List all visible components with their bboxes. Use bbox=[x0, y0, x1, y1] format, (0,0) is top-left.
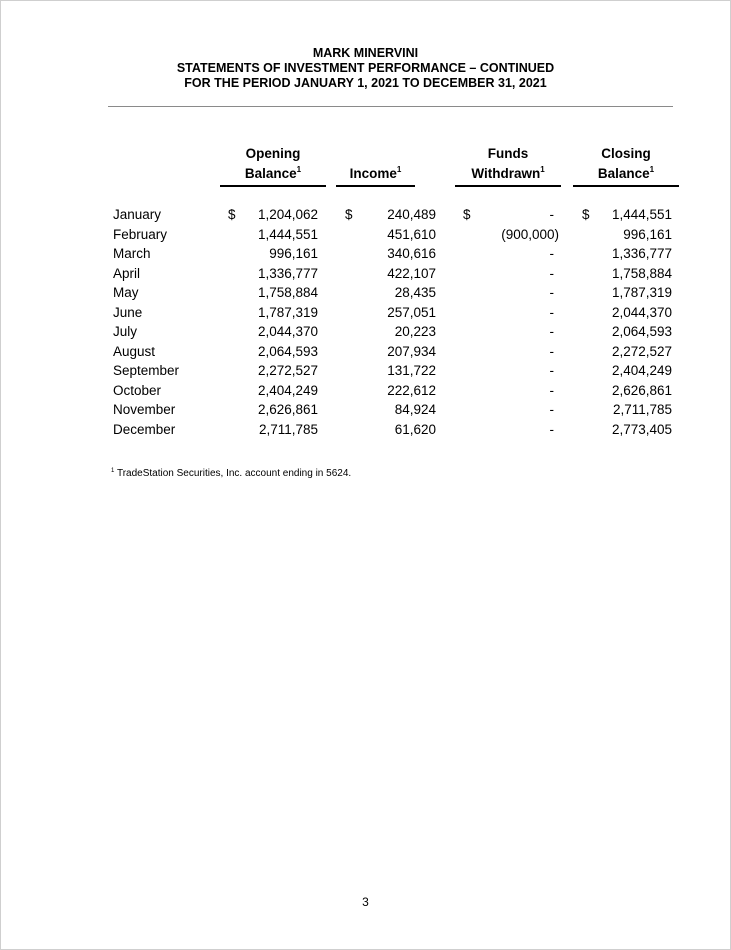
income-cell: 222,612 bbox=[387, 382, 436, 398]
currency-symbol: $ bbox=[463, 207, 471, 222]
header-period: FOR THE PERIOD JANUARY 1, 2021 TO DECEMBER 31, 2021 bbox=[184, 76, 547, 90]
col-opening-line2: Balance$^1$ bbox=[220, 164, 326, 187]
opening-balance-cell: 2,404,249 bbox=[257, 382, 318, 398]
month-cell: January bbox=[113, 207, 162, 222]
funds-withdrawn-cell: - bbox=[549, 402, 554, 417]
month-cell: March bbox=[113, 246, 151, 261]
closing-balance-cell: 1,336,777 bbox=[611, 246, 672, 261]
month-cell: July bbox=[113, 324, 138, 339]
table-row bbox=[0, 283, 731, 303]
col-income-line2: Income$^1$ bbox=[336, 164, 415, 187]
col-header-withdrawn bbox=[455, 144, 561, 187]
income-cell: 422,107 bbox=[387, 265, 436, 281]
opening-balance-cell: 1,444,551 bbox=[257, 226, 318, 242]
document-header bbox=[0, 46, 731, 91]
closing-balance-cell: 1,444,551 bbox=[611, 207, 672, 222]
table-row bbox=[0, 381, 731, 401]
funds-withdrawn-cell: - bbox=[549, 363, 554, 378]
closing-balance-cell: 2,044,370 bbox=[611, 304, 672, 320]
income-cell: 207,934 bbox=[387, 343, 436, 359]
funds-withdrawn-cell: - bbox=[549, 285, 554, 300]
income-cell: 240,489 bbox=[387, 207, 436, 222]
funds-withdrawn-cell: - bbox=[549, 324, 554, 339]
opening-balance-cell: 2,626,861 bbox=[257, 402, 318, 417]
col-closing-line2: Balance$^1$ bbox=[573, 164, 679, 187]
closing-balance-cell: 2,773,405 bbox=[611, 421, 672, 437]
footnote-text: TradeStation Securities, Inc. account ending in 5624. bbox=[116, 468, 352, 479]
currency-symbol: $ bbox=[228, 207, 236, 222]
funds-withdrawn-cell: - bbox=[549, 246, 554, 261]
footnote bbox=[111, 468, 351, 479]
opening-balance-cell: 1,336,777 bbox=[257, 265, 318, 281]
table-row bbox=[0, 205, 731, 225]
closing-balance-cell: 1,787,319 bbox=[611, 285, 672, 300]
table-row bbox=[0, 264, 731, 284]
funds-withdrawn-cell: (900,000) bbox=[501, 226, 559, 242]
income-cell: 20,223 bbox=[394, 324, 436, 339]
opening-balance-cell: 2,044,370 bbox=[257, 324, 318, 339]
funds-withdrawn-cell: - bbox=[549, 207, 554, 222]
funds-withdrawn-cell: - bbox=[549, 382, 554, 398]
closing-balance-cell: 2,711,785 bbox=[612, 402, 672, 417]
opening-balance-cell: 2,064,593 bbox=[257, 343, 318, 359]
col-header-opening bbox=[220, 144, 326, 187]
income-cell: 257,051 bbox=[387, 304, 436, 320]
month-cell: May bbox=[113, 285, 139, 300]
month-cell: October bbox=[113, 382, 162, 398]
table-row bbox=[0, 322, 731, 342]
table-row bbox=[0, 361, 731, 381]
month-cell: February bbox=[113, 226, 168, 242]
opening-balance-cell: 2,711,785 bbox=[258, 421, 318, 437]
currency-symbol: $ bbox=[345, 207, 353, 222]
income-cell: 451,610 bbox=[387, 226, 436, 242]
opening-balance-cell: 1,787,319 bbox=[257, 304, 318, 320]
income-cell: 340,616 bbox=[387, 246, 436, 261]
opening-balance-cell: 2,272,527 bbox=[257, 363, 318, 378]
currency-symbol: $ bbox=[582, 207, 590, 222]
month-cell: June bbox=[113, 304, 143, 320]
funds-withdrawn-cell: - bbox=[549, 343, 554, 359]
closing-balance-cell: 1,758,884 bbox=[611, 265, 672, 281]
col-closing-line1: Closing bbox=[601, 146, 651, 161]
col-withdrawn-line1: Funds bbox=[487, 146, 529, 161]
income-cell: 84,924 bbox=[394, 402, 436, 417]
col-opening-line1: Opening bbox=[245, 146, 301, 161]
table-row bbox=[0, 225, 731, 245]
month-cell: August bbox=[113, 343, 156, 359]
header-divider bbox=[108, 106, 673, 107]
header-name: MARK MINERVINI bbox=[312, 46, 419, 60]
footnote-marker: 1 bbox=[111, 468, 115, 474]
income-cell: 28,435 bbox=[394, 285, 436, 300]
closing-balance-cell: 996,161 bbox=[623, 226, 672, 242]
month-cell: November bbox=[113, 402, 176, 417]
page-number: 3 bbox=[362, 895, 369, 909]
opening-balance-cell: 1,204,062 bbox=[257, 207, 318, 222]
month-cell: April bbox=[113, 265, 141, 281]
funds-withdrawn-cell: - bbox=[549, 421, 554, 437]
month-cell: September bbox=[113, 363, 180, 378]
col-income-line1 bbox=[336, 144, 415, 164]
opening-balance-cell: 996,161 bbox=[269, 246, 318, 261]
closing-balance-cell: 2,626,861 bbox=[611, 382, 672, 398]
col-header-income bbox=[336, 144, 415, 187]
col-withdrawn-line2: Withdrawn$^1$ bbox=[455, 164, 561, 187]
table-row bbox=[0, 342, 731, 362]
table-row bbox=[0, 303, 731, 323]
closing-balance-cell: 2,064,593 bbox=[611, 324, 672, 339]
funds-withdrawn-cell: - bbox=[549, 304, 554, 320]
table-row bbox=[0, 244, 731, 264]
income-cell: 131,722 bbox=[387, 363, 436, 378]
closing-balance-cell: 2,404,249 bbox=[611, 363, 672, 378]
table-row bbox=[0, 400, 731, 420]
table-row bbox=[0, 420, 731, 440]
funds-withdrawn-cell: - bbox=[549, 265, 554, 281]
opening-balance-cell: 1,758,884 bbox=[257, 285, 318, 300]
month-cell: December bbox=[113, 421, 176, 437]
header-title: STATEMENTS OF INVESTMENT PERFORMANCE – CONTINUED bbox=[176, 61, 555, 75]
col-header-closing bbox=[573, 144, 679, 187]
income-cell: 61,620 bbox=[394, 421, 436, 437]
closing-balance-cell: 2,272,527 bbox=[611, 343, 672, 359]
